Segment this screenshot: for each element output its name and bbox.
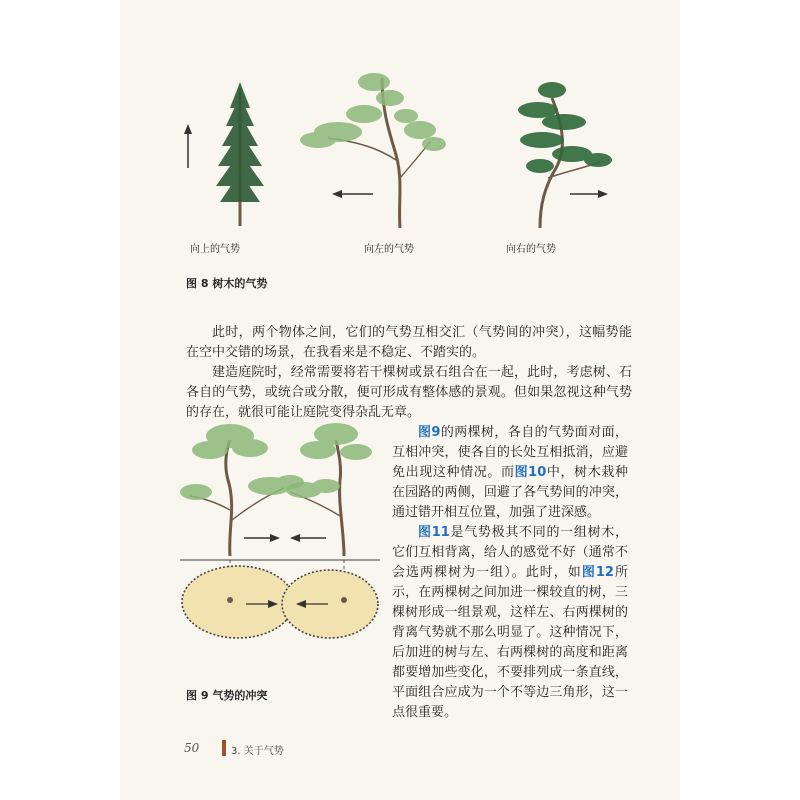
upward-conifer-tree bbox=[216, 82, 264, 226]
figure-9-title: 图 9 气势的冲突 bbox=[186, 689, 268, 702]
plan-view-discs bbox=[182, 566, 378, 638]
leftward-tree bbox=[300, 73, 446, 228]
left-arrow bbox=[332, 190, 373, 198]
paragraph-4: 图11是气势极其不同的一组树木，它们互相背离，给人的感觉不好（通常不会选两棵树为一组）。此时，如图12所示，在两棵树之间加进一棵较直的树，三棵树形成一组景观，这样左、右两棵树的背离气势就不那么明显了。这种情况下，后加进的树与左、右两棵树的高度和距离都要增加些变化，不要排列成一条直线，平面组合应成为一个不等边三角形，这一点很重要。 bbox=[392, 525, 628, 720]
caption-right: 向右的气势 bbox=[506, 244, 556, 255]
fig12-ref: 图12 bbox=[581, 565, 614, 580]
paragraph-2: 建造庭院时，经常需要将若干棵树或景石组合在一起，此时，考虑树、石各自的气势，或统合或分散，便可形成有整体感的景观。但如果忽视这种气势的存在，就很可能让庭院变得杂乱无章。 bbox=[186, 365, 632, 420]
fig9-ref: 图9 bbox=[418, 425, 441, 440]
rightward-tree bbox=[518, 82, 612, 228]
right-arrow bbox=[570, 190, 608, 198]
fig11-ref: 图11 bbox=[418, 525, 450, 540]
figure-8-illustration bbox=[168, 68, 628, 268]
figure-8-title: 图 8 树木的气势 bbox=[186, 277, 268, 290]
section-marker bbox=[222, 740, 226, 756]
up-arrow bbox=[184, 124, 192, 168]
figure-9-illustration bbox=[180, 410, 380, 660]
left-pine-tree bbox=[180, 424, 304, 556]
page-number: 50 bbox=[184, 741, 200, 755]
collision-arrows bbox=[244, 534, 326, 542]
paragraph-1: 此时，两个物体之间，它们的气势互相交汇（气势间的冲突），这幅势能在空中交错的场景，在我看来是不稳定、不踏实的。 bbox=[186, 325, 632, 360]
paragraph-3: 图9的两棵树，各自的气势面对面，互相冲突，使各自的长处互相抵消，应避免出现这种情况。而图10中，树木栽种在园路的两侧，回避了各气势间的冲突，通过错开相互位置，加强了进深感。 bbox=[392, 425, 628, 520]
caption-left: 向左的气势 bbox=[364, 244, 414, 255]
section-title: 3. 关于气势 bbox=[231, 746, 284, 757]
caption-up: 向上的气势 bbox=[190, 244, 240, 255]
fig10-ref: 图10 bbox=[514, 465, 547, 480]
